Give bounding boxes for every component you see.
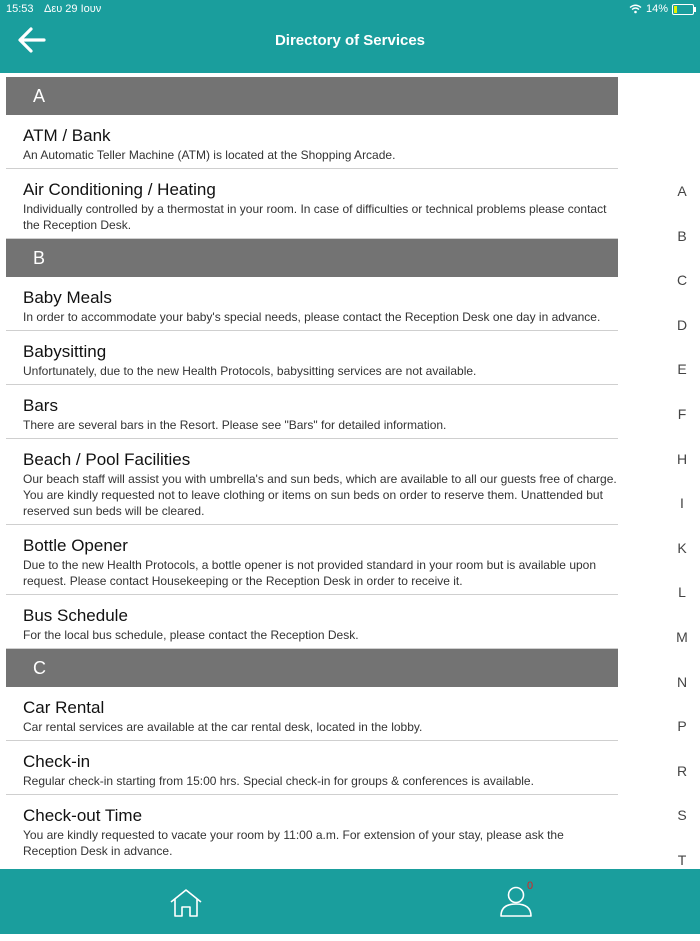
list-item[interactable] [6, 525, 618, 595]
index-letter-a[interactable]: A [670, 183, 694, 228]
item-description: Individually controlled by a thermostat in your room. In case of difficulties or technical problems please contact the Reception Desk. [23, 201, 618, 233]
battery-icon [672, 4, 694, 15]
item-name: Bars [23, 396, 618, 416]
item-name: Air Conditioning / Heating [23, 180, 618, 200]
index-letter-c[interactable]: C [670, 272, 694, 317]
section-header-c: C [6, 649, 618, 687]
item-description: In order to accommodate your baby's special needs, please contact the Reception Desk one day in advance. [23, 309, 618, 325]
index-letter-e[interactable]: E [670, 361, 694, 406]
bottom-bar [0, 869, 700, 934]
index-letter-d[interactable]: D [670, 317, 694, 362]
item-description: Regular check-in starting from 15:00 hrs. Special check-in for groups & conferences is available. [23, 773, 618, 789]
directory-content[interactable] [0, 73, 700, 869]
index-letter-k[interactable]: K [670, 540, 694, 585]
item-name: Bus Schedule [23, 606, 618, 626]
item-description: Car rental services are available at the car rental desk, located in the lobby. [23, 719, 618, 735]
home-icon[interactable] [168, 887, 204, 919]
list-item[interactable] [6, 741, 618, 795]
item-description: Due to the new Health Protocols, a bottle opener is not provided standard in your room but is available upon request. Please contact Housekeeping or the Reception Desk in order to receive it. [23, 557, 618, 589]
item-description: Our beach staff will assist you with umbrella's and sun beds, which are available to all our guests free of charge. You are kindly requested not to leave clothing or items on sun beds on order to reserve them. Unattended but reserved sun beds will be cleared. [23, 471, 618, 519]
list-item[interactable] [6, 595, 618, 649]
item-description: For the local bus schedule, please contact the Reception Desk. [23, 627, 618, 643]
item-name: Car Rental [23, 698, 618, 718]
item-description: An Automatic Teller Machine (ATM) is located at the Shopping Arcade. [23, 147, 618, 163]
battery-fill [674, 6, 677, 13]
list-item[interactable] [6, 169, 618, 239]
services-list [6, 77, 618, 864]
index-letter-h[interactable]: H [670, 451, 694, 496]
index-letter-b[interactable]: B [670, 228, 694, 273]
index-letter-t[interactable]: T [670, 852, 694, 897]
index-letter-n[interactable]: N [670, 674, 694, 719]
section-header-b: B [6, 239, 618, 277]
page-title: Directory of Services [0, 32, 700, 49]
section-header-a: A [6, 77, 618, 115]
index-letter-i[interactable]: I [670, 495, 694, 540]
status-time: 15:53 [6, 3, 34, 15]
index-letter-f[interactable]: F [670, 406, 694, 451]
item-name: Baby Meals [23, 288, 618, 308]
index-letter-r[interactable]: R [670, 763, 694, 808]
item-name: Babysitting [23, 342, 618, 362]
status-bar [6, 3, 694, 17]
status-date: Δευ 29 Ιουν [44, 3, 101, 15]
item-description: You are kindly requested to vacate your room by 11:00 a.m. For extension of your stay, please ask the Reception Desk in advance. [23, 827, 618, 859]
notification-badge: 0 [527, 880, 533, 892]
item-name: Check-out Time [23, 806, 618, 826]
index-letter-m[interactable]: M [670, 629, 694, 674]
list-item[interactable] [6, 277, 618, 331]
item-name: Bottle Opener [23, 536, 618, 556]
list-item[interactable] [6, 439, 618, 525]
item-name: ATM / Bank [23, 126, 618, 146]
index-letter-l[interactable]: L [670, 584, 694, 629]
item-name: Beach / Pool Facilities [23, 450, 618, 470]
list-item[interactable] [6, 385, 618, 439]
item-name: Check-in [23, 752, 618, 772]
wifi-icon [629, 4, 642, 14]
item-description: Unfortunately, due to the new Health Protocols, babysitting services are not available. [23, 363, 618, 379]
list-item[interactable] [6, 331, 618, 385]
list-item[interactable] [6, 795, 618, 864]
top-bar [0, 0, 700, 73]
list-item[interactable] [6, 115, 618, 169]
item-description: There are several bars in the Resort. Please see "Bars" for detailed information. [23, 417, 618, 433]
index-letter-p[interactable]: P [670, 718, 694, 763]
index-letter-s[interactable]: S [670, 807, 694, 852]
battery-percent: 14% [646, 3, 668, 15]
alphabet-index[interactable] [670, 183, 694, 941]
list-item[interactable] [6, 687, 618, 741]
